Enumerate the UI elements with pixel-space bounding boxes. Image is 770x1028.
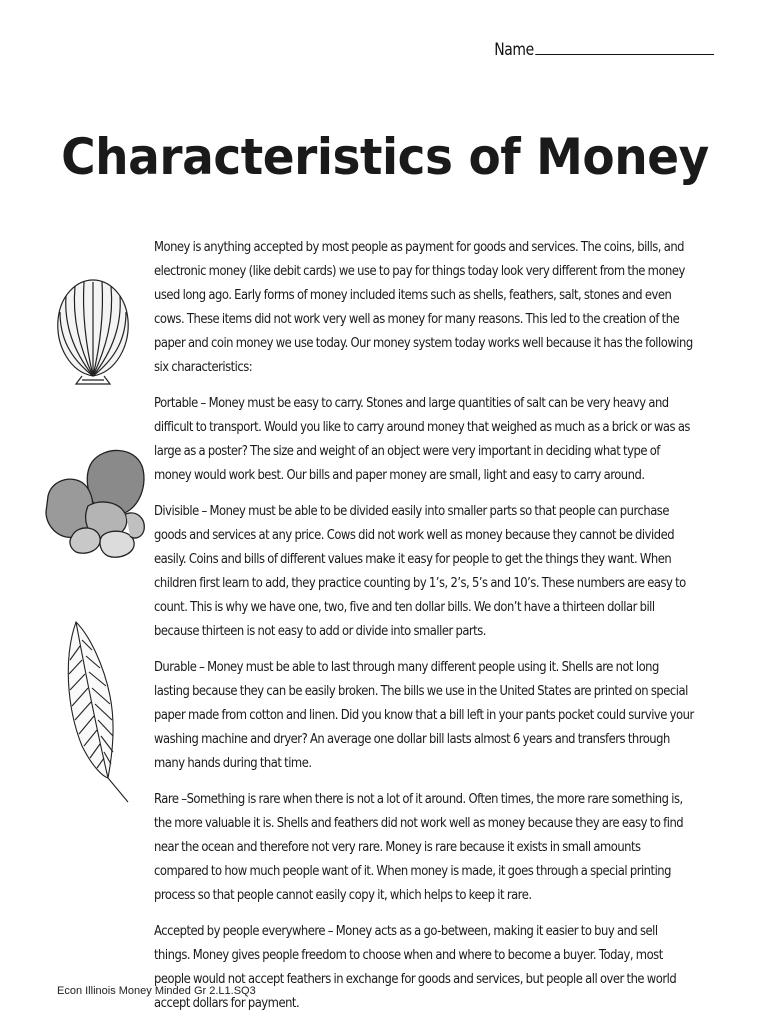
shell-icon	[52, 276, 134, 388]
page-title: Characteristics of Money	[61, 128, 709, 186]
footer-text: Econ Illinois Money Minded Gr 2.L1.SQ3	[57, 985, 256, 997]
portable-paragraph: Portable – Money must be easy to carry. Stones and large quantities of salt can be very heavy and difficult to transport. Would you like to carry around money that weighed as much as a brick or was as large as a poster? The size and weight of an object were very important in deciding what type of money would work best. Our bills and paper money are small, light and easy to carry around.	[154, 396, 690, 483]
name-field[interactable]	[494, 40, 714, 60]
name-label: Name	[494, 40, 534, 60]
main-text	[154, 236, 694, 1028]
durable-paragraph: Durable – Money must be able to last through many different people using it. Shells are not long lasting because they can be easily broken. The bills we use in the United States are printed on special paper made from cotton and linen. Did you know that a bill left in your pants pocket could survive your washing machine and dryer? An average one dollar bill lasts almost 6 years and transfers through many hands during that time.	[154, 660, 694, 771]
name-blank-line[interactable]	[535, 53, 714, 55]
divisible-paragraph: Divisible – Money must be able to be divided easily into smaller parts so that people can purchase goods and services at any price. Cows did not work well as money because they cannot be divided easily. Coins and bills of different values make it easy for people to get the things they want. When children first learn to add, they practice counting by 1’s, 2’s, 5’s and 10’s. These numbers are easy to count. This is why we have one, two, five and ten dollar bills. We don’t have a thirteen dollar bill because thirteen is not easy to add or divide into smaller parts.	[154, 504, 686, 639]
rare-paragraph: Rare –Something is rare when there is not a lot of it around. Often times, the more rare something is, the more valuable it is. Shells and feathers did not work well as money because they are easy to find near the ocean and therefore not very rare. Money is rare because it exists in small amounts compared to how much people want of it. When money is made, it goes through a special printing process so that people cannot easily copy it, which helps to keep it rare.	[154, 792, 684, 903]
intro-paragraph: Money is anything accepted by most people as payment for goods and services. The coins, bills, and electronic money (like debit cards) we use to pay for things today look very different from the money used long ago. Early forms of money included items such as shells, feathers, salt, stones and even cows. These items did not work very well as money for many reasons. This led to the creation of the paper and coin money we use today. Our money system today works well because it has the following six characteristics:	[154, 240, 693, 375]
stones-icon	[42, 444, 148, 562]
accepted-paragraph: Accepted by people everywhere – Money acts as a go-between, making it easier to buy and sell things. Money gives people freedom to choose when and where to become a buyer. Today, most people would not accept feathers in exchange for goods and services, but people all over the world accept dollars for payment.	[154, 924, 677, 1011]
feather-icon	[62, 616, 134, 806]
